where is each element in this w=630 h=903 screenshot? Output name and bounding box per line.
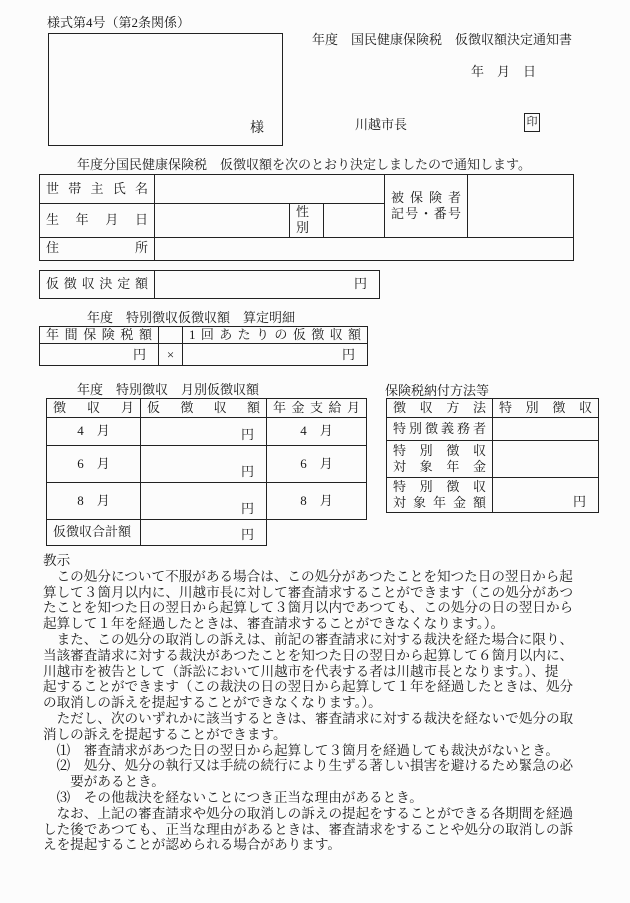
decided-amount-unit: 円 [353, 276, 367, 292]
head-of-household-value [155, 175, 385, 204]
total-amount-unit: 円 [141, 520, 267, 546]
decided-amount-table [39, 270, 380, 299]
column-collection-month: 徴収月 [47, 399, 141, 418]
per-collection-label: 1回あたりの仮徴収額 [183, 327, 368, 344]
form-number-label: 様式第4号（第2条関係） [47, 15, 191, 30]
special-collection-obligor-value [493, 418, 599, 441]
payment-method-table [386, 398, 599, 513]
decided-amount-value [155, 271, 380, 299]
column-pension-month: 年金支給月 [267, 399, 367, 418]
monthly-collection-table [46, 398, 367, 546]
sex-label: 性別 [290, 204, 324, 238]
collection-method-value: 特別徴収 [493, 399, 599, 418]
payment-section-title: 保険税納付方法等 [385, 383, 490, 398]
appeal-line: の取消しの訴えを提起することができなくなります。）。 [43, 695, 382, 711]
appeal-line: 教示 [43, 553, 71, 568]
appeal-line: また、この処分の取消しの訴えは、前記の審査請求に対する裁決を経た場合に限り、 [43, 631, 574, 647]
collection-month: 6 月 [47, 446, 141, 483]
column-provisional-amount: 仮徴収額 [141, 399, 267, 418]
pension-month: 4 月 [267, 418, 367, 446]
issue-date-line: 年 月 日 [471, 64, 537, 79]
provisional-amount-unit: 円 [141, 483, 267, 520]
calc-blank-header [159, 327, 183, 344]
target-pension-amount-unit: 円 [572, 493, 586, 509]
table-row-april [47, 418, 367, 446]
provisional-amount-unit: 円 [141, 446, 267, 483]
appeal-line: ⑴ 審査請求があつた日の翌日から起算して３箇月を経過しても裁決がないとき。 [43, 742, 560, 758]
collection-month: 4 月 [47, 418, 141, 446]
special-collection-obligor-label: 特別徴義務者 [387, 418, 493, 441]
document-title: 年度 国民健康保険税 仮徴収額決定通知書 [312, 32, 573, 47]
table-row-june [47, 446, 367, 483]
multiply-sign: × [159, 344, 183, 366]
per-collection-unit: 円 [183, 344, 368, 366]
target-pension-amount-label: 特別徴収 対象年金額 [387, 478, 493, 513]
household-info-table [39, 174, 574, 261]
appeal-line: なお、上記の審査請求や処分の取消しの訴えの提起をすることができる各期間を経過 [43, 805, 574, 821]
collection-month: 8 月 [47, 483, 141, 520]
appeal-line: した後であつても、正当な理由があるときは、審査請求をすることや処分の取消しの訴 [43, 821, 574, 837]
table-row-august [47, 483, 367, 520]
appeal-line: 起算して１年を経過したときは、審査請求することができなくなります。）。 [43, 616, 505, 632]
target-pension-label: 特別徴収 対象年金 [387, 441, 493, 478]
target-pension-value [493, 441, 599, 478]
pension-month: 6 月 [267, 446, 367, 483]
head-of-household-label: 世帯主氏名 [40, 175, 155, 204]
appeal-line: この処分について不服がある場合は、この処分があつたことを知つた日の翌日から起 [43, 568, 573, 584]
mayor-seal [524, 113, 540, 132]
appeal-line: 起することができます（この裁決の日の翌日から起算して１年を経過したときは、処分 [43, 679, 574, 695]
annual-tax-unit: 円 [40, 344, 159, 366]
birth-date-label: 生年月日 [40, 204, 155, 238]
appeal-line: えを提起することが認められる場合があります。 [43, 837, 341, 853]
annual-tax-label: 年間保険税額 [40, 327, 159, 344]
monthly-section-title: 年度 特別徴収 月別仮徴収額 [77, 382, 260, 397]
issuer-name: 川越市長 [355, 117, 408, 132]
appeal-line: 川越市を被告として（訴訟において川越市を代表する者は川越市長となります。）、提 [43, 663, 559, 679]
notice-sentence: 年度分国民健康保険税 仮徴収額を次のとおり決定しましたので通知します。 [77, 157, 531, 172]
appeal-line: 当該審査請求に対する裁決があつたことを知つた日の翌日から起算して６箇月以内に、 [43, 647, 574, 663]
provisional-amount-unit: 円 [141, 418, 267, 446]
table-row-total [47, 520, 367, 546]
appeal-line: ⑵ 処分、処分の執行又は手続の続行により生ずる著しい損害を避けるため緊急の必 [43, 758, 574, 774]
appeal-line: 要があるとき。 [43, 774, 165, 790]
appeal-line: 消しの訴えを提起することができます。 [43, 726, 287, 742]
collection-method-label: 徴収方法 [387, 399, 493, 418]
sex-value [324, 204, 385, 238]
total-label: 仮徴収合計額 [47, 520, 141, 546]
decided-amount-label: 仮徴収決定額 [40, 271, 155, 299]
addressee-suffix: 様 [250, 120, 264, 136]
birth-date-value [155, 204, 290, 238]
appeal-line: ⑶ その他裁決を経ないことにつき正当な理由があるとき。 [43, 789, 423, 805]
calc-detail-table [39, 326, 368, 366]
calc-section-title: 年度 特別徴収仮徴収額 算定明細 [87, 310, 296, 325]
appeal-line: たことを知つた日の翌日から起算して３箇月以内であつても、この処分の日の翌日から [43, 600, 574, 616]
target-pension-amount-value [493, 478, 599, 513]
insured-symbol-number-label: 被保険者 記号・番号 [385, 175, 468, 238]
seal-character: 印 [526, 115, 538, 128]
address-label: 住所 [40, 237, 155, 260]
appeal-line: ただし、次のいずれかに該当するときは、審査請求に対する裁決を経ないで処分の取 [43, 710, 574, 726]
pension-month: 8 月 [267, 483, 367, 520]
insured-symbol-number-value [468, 175, 574, 238]
appeal-instructions [43, 553, 618, 853]
address-value [155, 237, 574, 260]
appeal-line: 算して３箇月以内に、川越市長に対して審査請求することができます（この処分があつ [43, 584, 574, 600]
addressee-box [48, 33, 283, 146]
